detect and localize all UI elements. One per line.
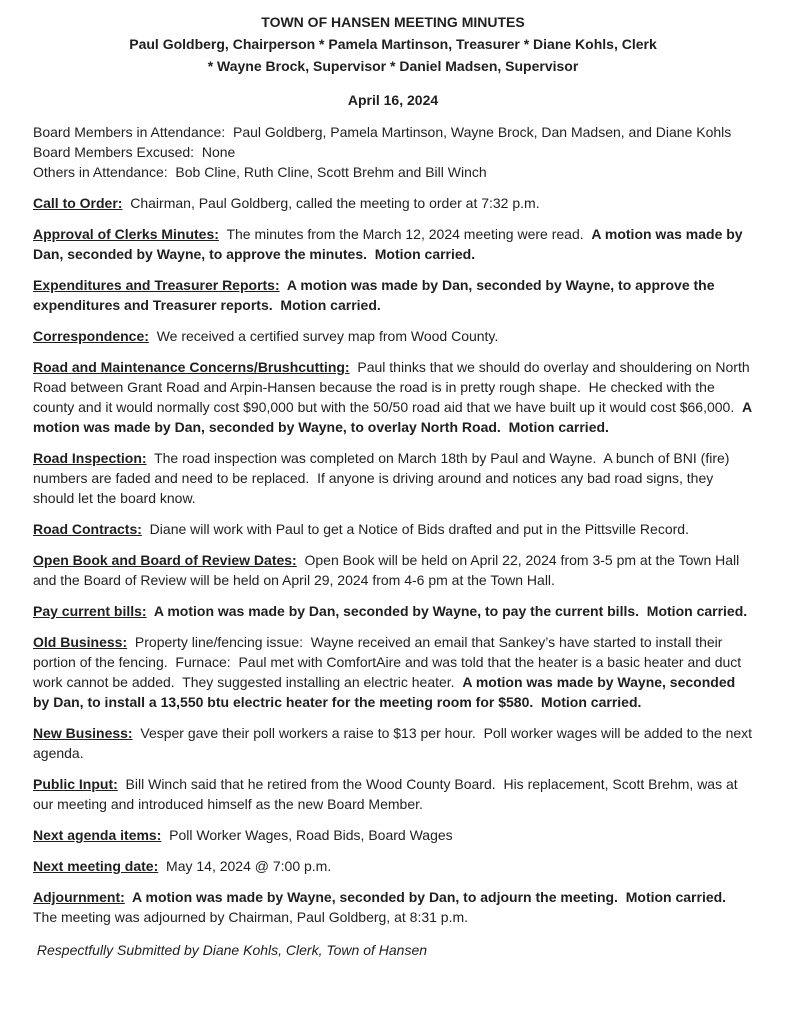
attendance-line: Board Members Excused: None — [33, 144, 236, 160]
section-text: Diane will work with Paul to get a Notice of Bids drafted and put in the Pittsville Record. — [141, 521, 689, 537]
officers-line-2: * Wayne Brock, Supervisor * Daniel Madsen, Supervisor — [207, 58, 579, 74]
section-heading: Pay current bills: — [33, 603, 147, 619]
section-next-agenda-items — [33, 825, 753, 845]
section-text: Paul thinks that we should do overlay and shouldering on North Road between Grant Road and Arpin-Hansen because the road is in pretty rough shape. He checked with the county and it would normally cost $90,000 but with the 50/50 road aid that we have built up it would cost $66,000. — [33, 359, 754, 415]
section-heading: Next agenda items: — [33, 827, 162, 843]
section-heading: Call to Order: — [33, 195, 123, 211]
section-road-inspection — [33, 448, 753, 508]
section-text: A motion was made by Dan, seconded by Wayne, to approve the minutes. Motion carried. — [33, 226, 747, 262]
section-old-business — [33, 632, 753, 712]
section-heading: Next meeting date: — [33, 858, 159, 874]
section-pay-current-bills — [33, 601, 753, 621]
section-text: A motion was made by Dan, seconded by Wayne, to approve the expenditures and Treasurer reports. Motion carried. — [33, 277, 719, 313]
section-text: Property line/fencing issue: Wayne received an email that Sankey’s have started to install their portion of the fencing. Furnace: Paul met with ComfortAire and was told that the heater is a basic heater and duct work cannot be added. They suggested installing an electric heater. — [33, 634, 746, 690]
attendance-line: Board Members in Attendance: Paul Goldberg, Pamela Martinson, Wayne Brock, Dan Madsen, and Diane Kohls — [33, 124, 732, 140]
section-adjournment — [33, 887, 753, 927]
minutes-sections — [33, 193, 756, 927]
attendance-block — [33, 122, 753, 182]
attendance-line: Others in Attendance: Bob Cline, Ruth Cline, Scott Brehm and Bill Winch — [33, 164, 487, 180]
section-heading: Old Business: — [33, 634, 128, 650]
section-text: Vesper gave their poll workers a raise to $13 per hour. Poll worker wages will be added to the next agenda. — [33, 725, 756, 761]
section-road-contracts — [33, 519, 753, 539]
document-title: TOWN OF HANSEN MEETING MINUTES — [261, 14, 525, 30]
section-road-and-maintenance-concerns-brushcutting — [33, 357, 756, 437]
meeting-date: April 16, 2024 — [347, 92, 439, 108]
section-next-meeting-date — [33, 856, 753, 876]
section-text: Poll Worker Wages, Road Bids, Board Wages — [161, 827, 453, 843]
section-heading: Public Input: — [33, 776, 118, 792]
section-expenditures-and-treasurer-reports — [33, 275, 753, 315]
section-new-business — [33, 723, 756, 763]
section-text: May 14, 2024 @ 7:00 p.m. — [158, 858, 332, 874]
officers-line-1: Paul Goldberg, Chairperson * Pamela Martinson, Treasurer * Diane Kohls, Clerk — [129, 36, 657, 52]
section-heading: Open Book and Board of Review Dates: — [33, 552, 297, 568]
section-correspondence — [33, 326, 753, 346]
section-text: We received a certified survey map from Wood County. — [148, 328, 499, 344]
section-text: Chairman, Paul Goldberg, called the meeting to order at 7:32 p.m. — [122, 195, 540, 211]
section-text: Bill Winch said that he retired from the Wood County Board. His replacement, Scott Brehm, was at our meeting and introduced himself as the new Board Member. — [33, 776, 742, 812]
section-text: The minutes from the March 12, 2024 meeting were read. — [218, 226, 592, 242]
section-heading: Expenditures and Treasurer Reports: — [33, 277, 280, 293]
section-heading: New Business: — [33, 725, 133, 741]
document-header — [33, 12, 753, 110]
section-text: A motion was made by Dan, seconded by Wayne, to overlay North Road. Motion carried. — [33, 399, 756, 435]
section-heading: Approval of Clerks Minutes: — [33, 226, 219, 242]
section-open-book-and-board-of-review-dates — [33, 550, 753, 590]
section-heading: Road Inspection: — [33, 450, 147, 466]
section-call-to-order — [33, 193, 753, 213]
section-text: A motion was made by Dan, seconded by Wayne, to pay the current bills. Motion carried. — [146, 603, 748, 619]
section-text: A motion was made by Wayne, seconded by Dan, to adjourn the meeting. Motion carried. — [124, 889, 734, 905]
section-text: The meeting was adjourned by Chairman, Paul Goldberg, at 8:31 p.m. — [33, 909, 469, 925]
section-public-input — [33, 774, 753, 814]
section-heading: Road and Maintenance Concerns/Brushcutting: — [33, 359, 350, 375]
section-heading: Road Contracts: — [33, 521, 142, 537]
section-text: The road inspection was completed on March 18th by Paul and Wayne. A bunch of BNI (fire) numbers are faded and need to be replaced. If anyone is driving around and notices any bad road signs, they should let the board know. — [33, 450, 734, 506]
section-text: A motion was made by Wayne, seconded by Dan, to install a 13,550 btu electric heater for the meeting room for $580. Motion carried. — [33, 674, 740, 710]
section-heading: Adjournment: — [33, 889, 125, 905]
section-text: Open Book will be held on April 22, 2024 from 3-5 pm at the Town Hall and the Board of Review will be held on April 29, 2024 from 4-6 pm at the Town Hall. — [33, 552, 744, 588]
section-approval-of-clerks-minutes — [33, 224, 753, 264]
signature-line: Respectfully Submitted by Diane Kohls, Clerk, Town of Hansen — [33, 942, 428, 958]
section-heading: Correspondence: — [33, 328, 149, 344]
